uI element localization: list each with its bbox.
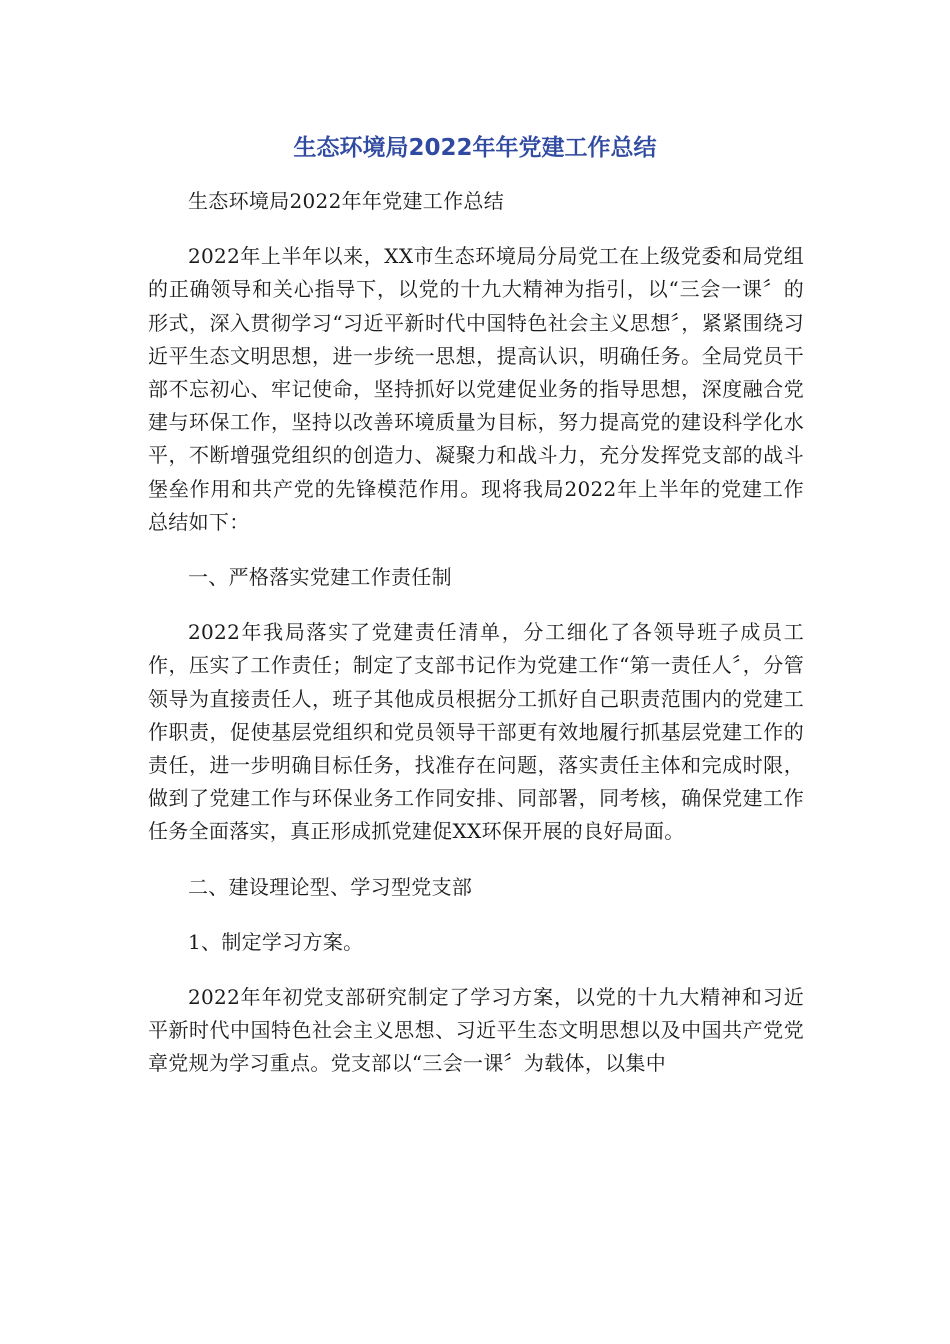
section-1-paragraph: 2022年我局落实了党建责任清单，分工细化了各领导班子成员工作，压实了工作责任；制定了支部书记作为党建工作“第一责任人〞，分管领导为直接责任人，班子其他成员根据分工抓好自己职责范围内的党建工作职责，促使基层党组织和党员领导干部更有效地履行抓基层党建工作的责任，进一步明确目标任务，找准存在问题，落实责任主体和完成时限，做到了党建工作与环保业务工作同安排、同部署，同考核，确保党建工作任务全面落实，真正形成抓党建促XX环保开展的良好局面。 xyxy=(148,620,804,844)
subsection-1-paragraph: 2022年年初党支部研究制定了学习方案，以党的十九大精神和习近平新时代中国特色社会主义思想、习近平生态文明思想以及中国共产党党章党规为学习重点。党支部以“三会一课〞为载体，以集中 xyxy=(148,985,804,1076)
subsection-heading-1: 1、制定学习方案。 xyxy=(188,929,364,954)
section-heading-1: 一、严格落实党建工作责任制 xyxy=(188,565,452,590)
document-body xyxy=(148,185,804,1081)
section-heading-2: 二、建设理论型、学习型党支部 xyxy=(188,874,473,899)
document-title: 生态环境局2022年年党建工作总结 xyxy=(293,135,657,161)
intro-paragraph: 2022年上半年以来，XX市生态环境局分局党工在上级党委和局党组的正确领导和关心指导下，以党的十九大精神为指引，以“三会一课〞的形式，深入贯彻学习“习近平新时代中国特色社会主义思想〞，紧紧围绕习近平生态文明思想，进一步统一思想，提高认识，明确任务。全局党员干部不忘初心、牢记使命，坚持抓好以党建促业务的指导思想，深度融合党建与环保工作，坚持以改善环境质量为目标，努力提高党的建设科学化水平，不断增强党组织的创造力、凝聚力和战斗力，充分发挥党支部的战斗堡垒作用和共产党的先锋模范作用。现将我局2022年上半年的党建工作总结如下： xyxy=(148,244,804,534)
subtitle-paragraph: 生态环境局2022年年党建工作总结 xyxy=(188,189,504,213)
